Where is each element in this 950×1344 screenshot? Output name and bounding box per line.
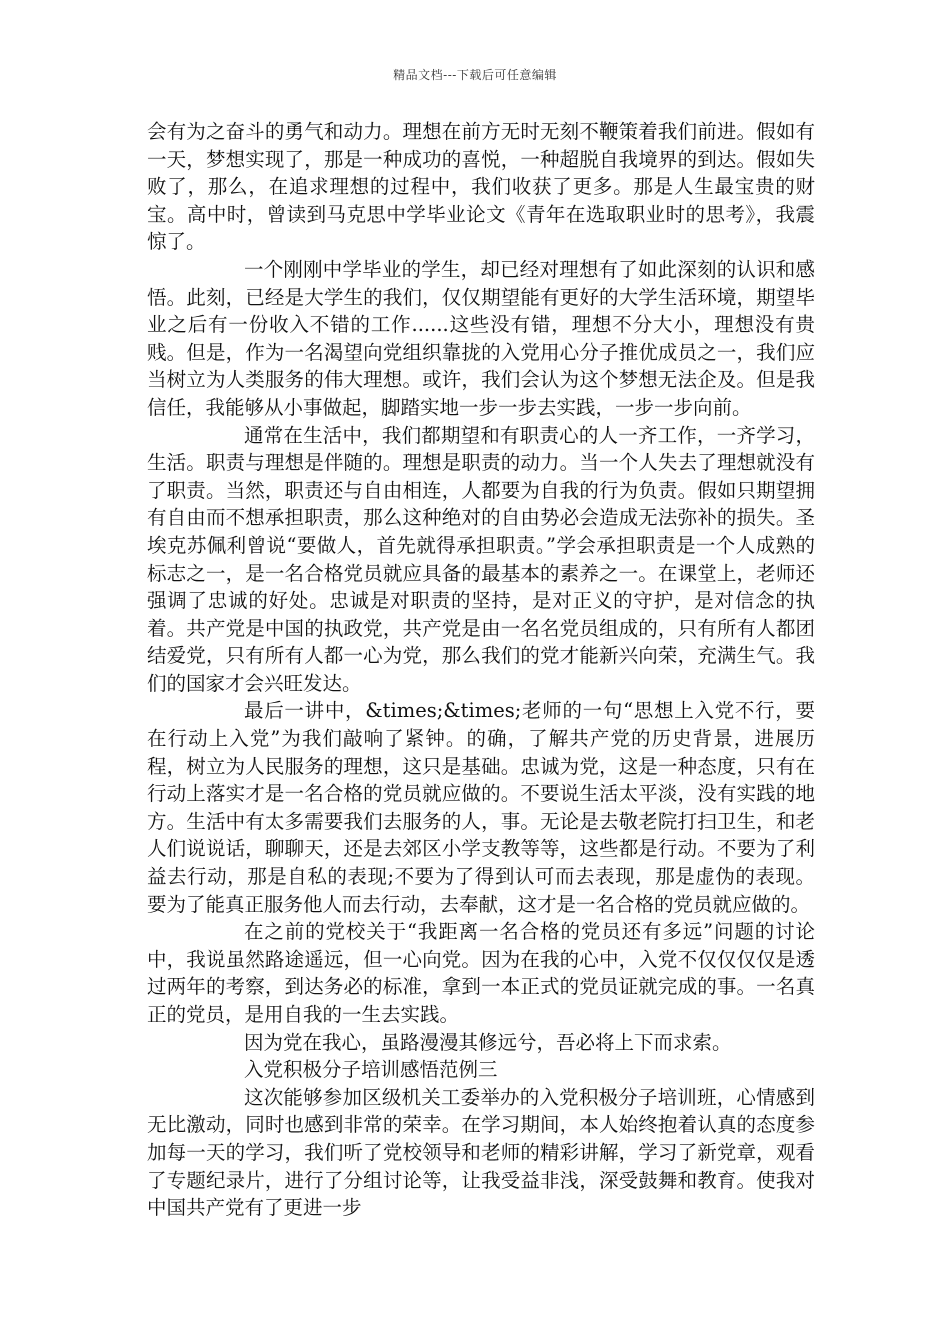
- page-header: 精品文档---下载后可任意编辑: [393, 68, 557, 82]
- paragraph-6: 因为党在我心，虽路漫漫其修远兮，吾必将上下而求索。: [244, 1030, 732, 1054]
- paragraph-7: 这次能够参加区级机关工委举办的入党积极分子培训班，心情感到无比激动，同时也感到非常的荣幸。在学习期间，本人始终抱着认真的态度参加每一天的学习，我们听了党校领导和老师的精彩讲解，学习了新党章，观看了专题纪录片，进行了分组讨论等，让我受益非浅，深受鼓舞和教育。使我对中国共产党有了更进一步: [147, 1085, 815, 1220]
- paragraph-2: 一个刚刚中学毕业的学生，却已经对理想有了如此深刻的认识和感悟。此刻，已经是大学生的我们，仅仅期望能有更好的大学生活环境，期望毕业之后有一份收入不错的工作......这些没有错，理想不分大小，理想没有贵贱。但是，作为一名渴望向党组织靠拢的入党用心分子推优成员之一，我们应当树立为人类服务的伟大理想。或许，我们会认为这个梦想无法企及。但是我信任，我能够从小事做起，脚踏实地一步一步去实践，一步一步向前。: [147, 257, 815, 419]
- paragraph-5: 在之前的党校关于“我距离一名合格的党员还有多远”问题的讨论中，我说虽然路途遥远，但一心向党。因为在我的心中，入党不仅仅仅仅是透过两年的考察，到达务必的标准，拿到一本正式的党员证就完成的事。一名真正的党员，是用自我的一生去实践。: [147, 920, 815, 1026]
- paragraph-4: 最后一讲中，&times;&times;老师的一句“思想上入党不行，要在行动上入党”为我们敲响了紧钟。的确，了解共产党的历史背景，进展历程，树立为人民服务的理想，这只是基础。忠诚为党，这是一种态度，只有在行动上落实才是一名合格的党员就应做的。不要说生活太平淡，没有实践的地方。生活中有太多需要我们去服务的人，事。无论是去敬老院打扫卫生，和老人们说说话，聊聊天，还是去郊区小学支教等等，这些都是行动。不要为了利益去行动，那是自私的表现;不要为了得到认可而去表现，那是虚伪的表现。要为了能真正服务他人而去行动，去奉献，这才是一名合格的党员就应做的。: [147, 699, 815, 916]
- document-body: [147, 118, 815, 1222]
- paragraph-3: 通常在生活中，我们都期望和有职责心的人一齐工作，一齐学习，生活。职责与理想是伴随的。理想是职责的动力。当一个人失去了理想就没有了职责。当然，职责还与自由相连，人都要为自我的行为负责。假如只期望拥有自由而不想承担职责，那么这种绝对的自由势必会造成无法弥补的损失。圣埃克苏佩利曾说“要做人，首先就得承担职责。”学会承担职责是一个人成熟的标志之一，是一名合格党员就应具备的最基本的素养之一。在课堂上，老师还强调了忠诚的好处。忠诚是对职责的坚持，是对正义的守护，是对信念的执着。共产党是中国的执政党，共产党是由一名名党员组成的，只有所有人都团结爱党，只有所有人都一心为党，那么我们的党才能新兴向荣，充满生气。我们的国家才会兴旺发达。: [147, 423, 815, 695]
- section-heading: 入党积极分子培训感悟范例三: [244, 1058, 498, 1082]
- paragraph-1: 会有为之奋斗的勇气和动力。理想在前方无时无刻不鞭策着我们前进。假如有一天，梦想实现了，那是一种成功的喜悦，一种超脱自我境界的到达。假如失败了，那么，在追求理想的过程中，我们收获了更多。那是人生最宝贵的财宝。高中时，曾读到马克思中学毕业论文《青年在选取职业时的思考》，我震惊了。: [147, 120, 815, 254]
